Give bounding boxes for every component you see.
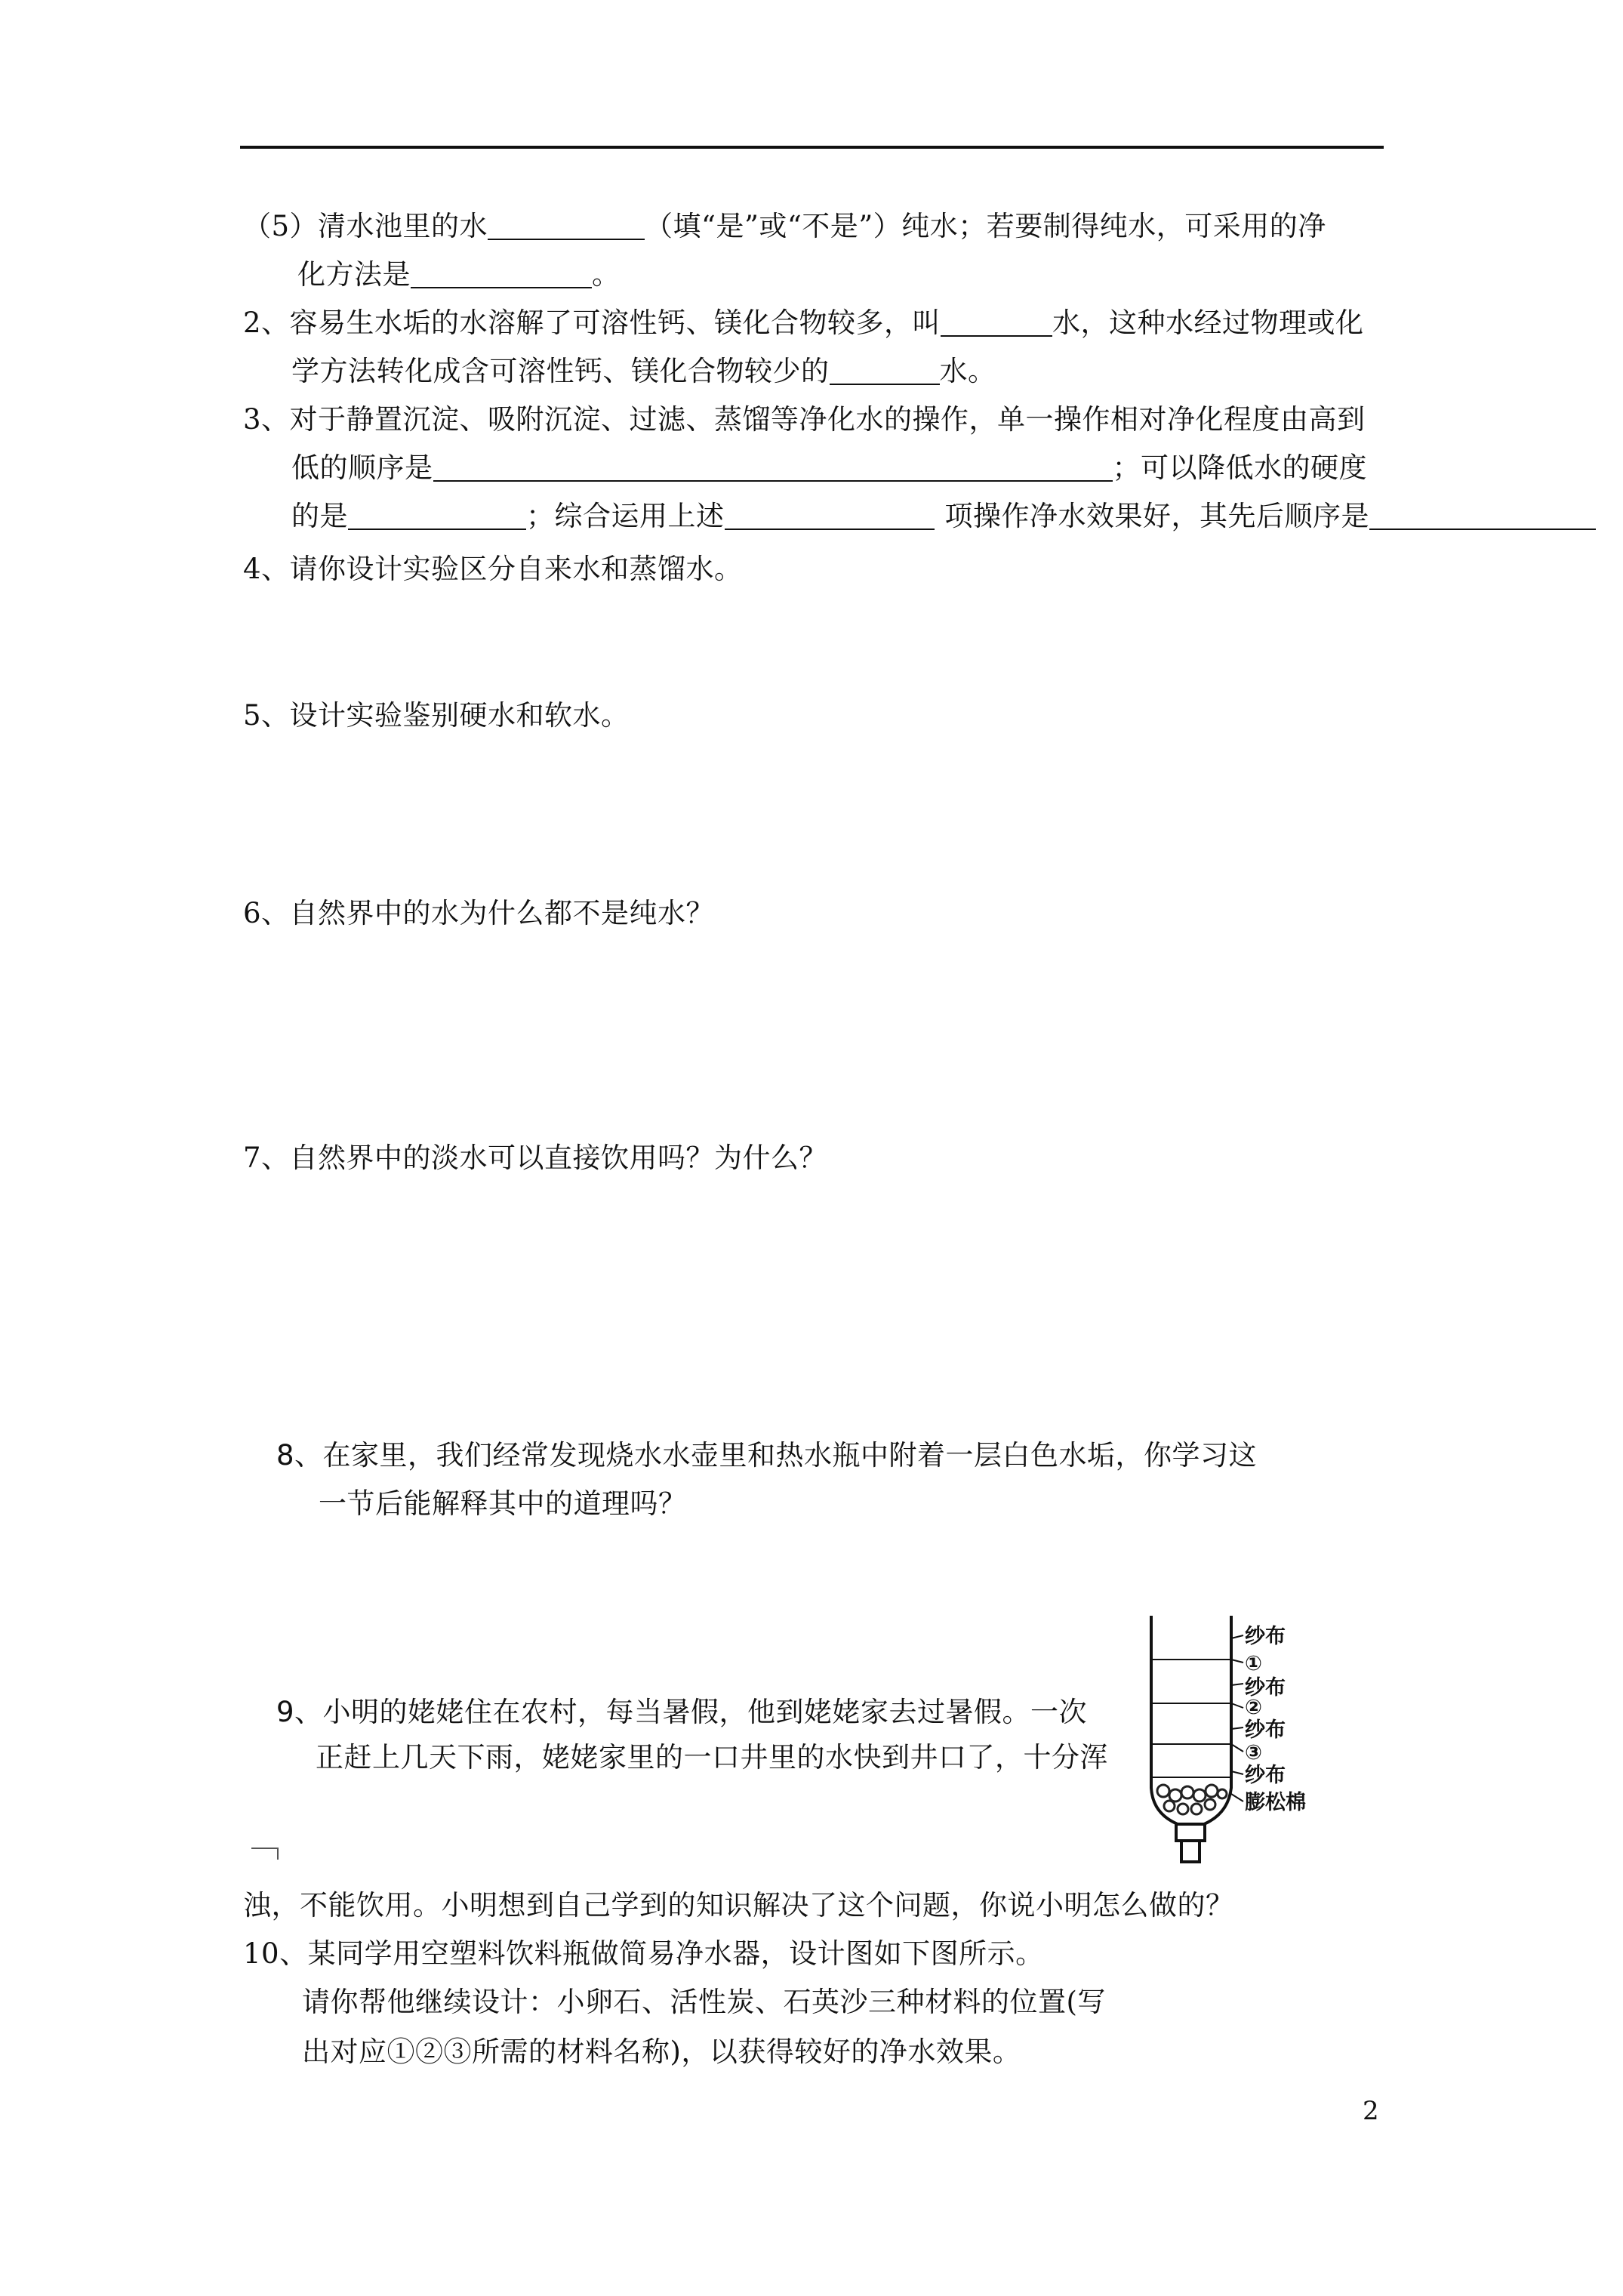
q3-line2 — [291, 450, 1367, 486]
q8-line2: 一节后能解释其中的道理吗？ — [319, 1487, 687, 1520]
answer-blank[interactable] — [1369, 498, 1596, 530]
label-gauze-2: 纱布 — [1245, 1676, 1286, 1700]
q5-text-a: （5）清水池里的水 — [243, 210, 488, 242]
corner-mark — [251, 1848, 279, 1860]
q3-text-a: 低的顺序是 — [291, 451, 433, 484]
label-gauze-4: 纱布 — [1245, 1764, 1286, 1787]
q6-text: 6、自然界中的水为什么都不是纯水？ — [243, 897, 715, 929]
q5-text-b: （填“是”或“不是”）纯水；若要制得纯水，可采用的净 — [645, 210, 1326, 242]
q4-text: 4、请你设计实验区分自来水和蒸馏水。 — [243, 553, 743, 585]
label-layer-2: ② — [1245, 1696, 1262, 1719]
q9-line2: 正赶上几天下雨，姥姥家里的一口井里的水快到井口了，十分浑 — [316, 1741, 1108, 1774]
q3-text-d: ；综合运用上述 — [526, 500, 725, 532]
label-layer-1: ① — [1245, 1652, 1262, 1675]
q5-line2 — [297, 257, 621, 293]
page-number: 2 — [1363, 2096, 1379, 2126]
q5-text-c: 化方法是 — [297, 258, 411, 291]
q9-line3: 浊，不能饮用。小明想到自己学到的知识解决了这个问题，你说小明怎么做的？ — [243, 1889, 1234, 1922]
bottle-outline — [1151, 1616, 1231, 1824]
cotton-layer — [1157, 1785, 1227, 1814]
answer-blank[interactable] — [725, 498, 935, 530]
answer-blank[interactable] — [830, 353, 940, 385]
q2-text-b: 水，这种水经过物理或化 — [1052, 307, 1364, 339]
bottle-neck — [1176, 1824, 1205, 1841]
q2-text-c: 学方法转化成含可溶性钙、镁化合物较少的 — [291, 355, 830, 387]
q9-line1: 9、小明的姥姥住在农村，每当暑假，他到姥姥家去过暑假。一次 — [276, 1696, 1088, 1728]
water-filter-diagram — [1144, 1616, 1347, 1872]
q10-line3: 出对应①②③所需的材料名称)，以获得较好的净水效果。 — [302, 2036, 1021, 2068]
q10-line2: 请你帮他继续设计：小卵石、活性炭、石英沙三种材料的位置(写 — [302, 1986, 1106, 2018]
q3-line1: 3、对于静置沉淀、吸附沉淀、过滤、蒸馏等净化水的操作，单一操作相对净化程度由高到 — [243, 403, 1366, 436]
label-cotton: 膨松棉 — [1245, 1791, 1306, 1814]
q3-line3 — [291, 498, 1596, 535]
q2-line1 — [243, 305, 1364, 341]
label-layer-3: ③ — [1245, 1741, 1262, 1764]
answer-blank[interactable] — [488, 208, 645, 240]
q5-text-d: 。 — [592, 258, 621, 291]
answer-blank[interactable] — [941, 305, 1052, 337]
answer-blank[interactable] — [433, 450, 1113, 482]
q2-text-d: 水。 — [939, 355, 996, 387]
label-gauze-1: 纱布 — [1245, 1625, 1286, 1648]
q5-line1 — [243, 208, 1326, 245]
q2-line2 — [291, 353, 996, 390]
outlet-tube — [1181, 1841, 1200, 1862]
label-gauze-3: 纱布 — [1245, 1718, 1286, 1742]
q3-text-e: 项操作净水效果好，其先后顺序是 — [944, 500, 1369, 532]
q3-text-c: 的是 — [291, 500, 348, 532]
q10-line1: 10、某同学用空塑料饮料瓶做简易净水器，设计图如下图所示。 — [243, 1937, 1044, 1970]
q3-text-b: ；可以降低水的硬度 — [1112, 451, 1367, 484]
header-rule — [240, 146, 1384, 149]
answer-blank[interactable] — [348, 498, 526, 530]
q8-line1: 8、在家里，我们经常发现烧水水壶里和热水瓶中附着一层白色水垢，你学习这 — [276, 1439, 1258, 1472]
q5-design-text: 5、设计实验鉴别硬水和软水。 — [243, 699, 630, 732]
q2-text-a: 2、容易生水垢的水溶解了可溶性钙、镁化合物较多，叫 — [243, 307, 941, 339]
answer-blank[interactable] — [411, 257, 592, 288]
q7-text: 7、自然界中的淡水可以直接饮用吗？为什么？ — [243, 1142, 828, 1174]
